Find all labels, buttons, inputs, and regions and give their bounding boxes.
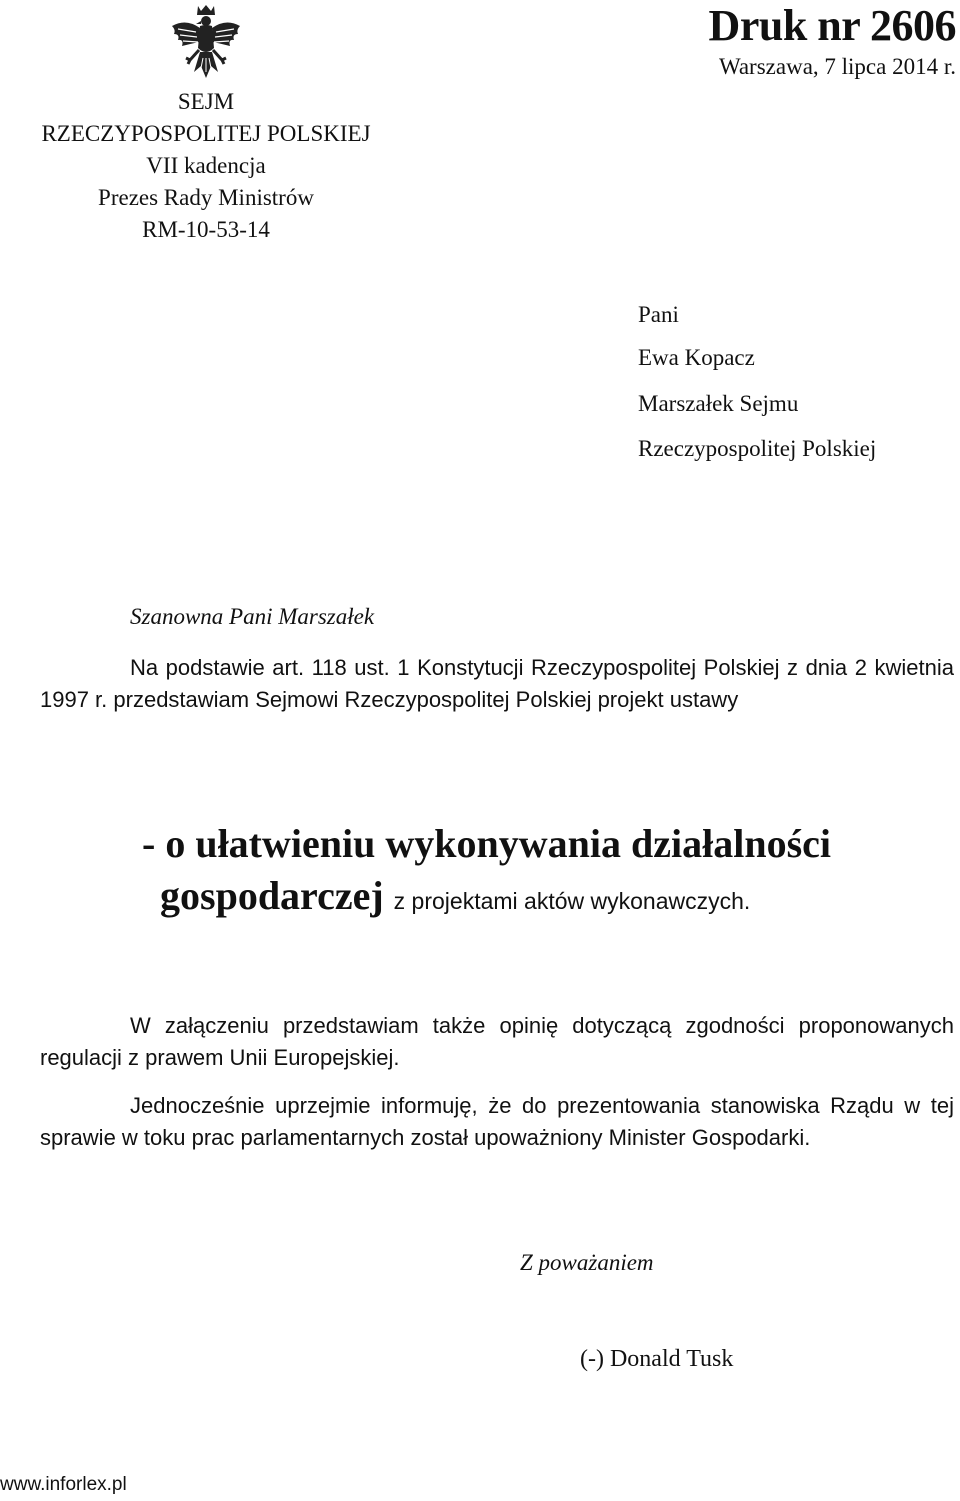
attachment-paragraph: W załączeniu przedstawiam także opinię dotyczącą zgodności proponowanych regulacji z prawem Unii Europejskiej.: [40, 1013, 954, 1070]
representative-paragraph: Jednocześnie uprzejmie informuję, że do prezentowania stanowiska Rządu w tej sprawie w toku prac parlamentarnych został upoważniony Minister Gospodarki.: [40, 1093, 954, 1150]
druk-number: Druk nr 2606: [708, 1, 956, 50]
intro-paragraph: Na podstawie art. 118 ust. 1 Konstytucji Rzeczypospolitej Polskiej z dnia 2 kwietnia 1997 r. przedstawiam Sejmowi Rzeczypospolitej Polskiej projekt ustawy: [40, 655, 954, 712]
footer-source-link[interactable]: www.inforlex.pl: [0, 1474, 127, 1495]
header-line-sejm: SEJM: [177, 89, 235, 114]
addressee-line-4: Rzeczypospolitej Polskiej: [638, 436, 877, 461]
addressee-line-2: Ewa Kopacz: [638, 345, 755, 370]
header-line-rzeczypospolitej: RZECZYPOSPOLITEJ POLSKIEJ: [41, 121, 371, 146]
addressee-line-1: Pani: [638, 302, 679, 327]
header-line-kadencja: VII kadencja: [146, 153, 266, 178]
document-date: Warszawa, 7 lipca 2014 r.: [718, 54, 956, 79]
addressee-line-3: Marszałek Sejmu: [638, 391, 799, 416]
closing-phrase: Z poważaniem: [520, 1250, 654, 1275]
header-line-reference: RM-10-53-14: [142, 217, 270, 242]
bill-title-word: gospodarczej: [160, 873, 384, 918]
greeting: Szanowna Pani Marszałek: [130, 604, 375, 629]
bill-title-line-1: - o ułatwieniu wykonywania działalności: [142, 821, 832, 866]
polish-eagle-emblem-icon: [168, 2, 244, 82]
bill-title-line-2: [160, 872, 750, 919]
header-line-prezes: Prezes Rady Ministrów: [98, 185, 314, 210]
signature: (-) Donald Tusk: [580, 1346, 734, 1372]
bill-title-suffix: z projektami aktów wykonawczych.: [393, 888, 751, 914]
